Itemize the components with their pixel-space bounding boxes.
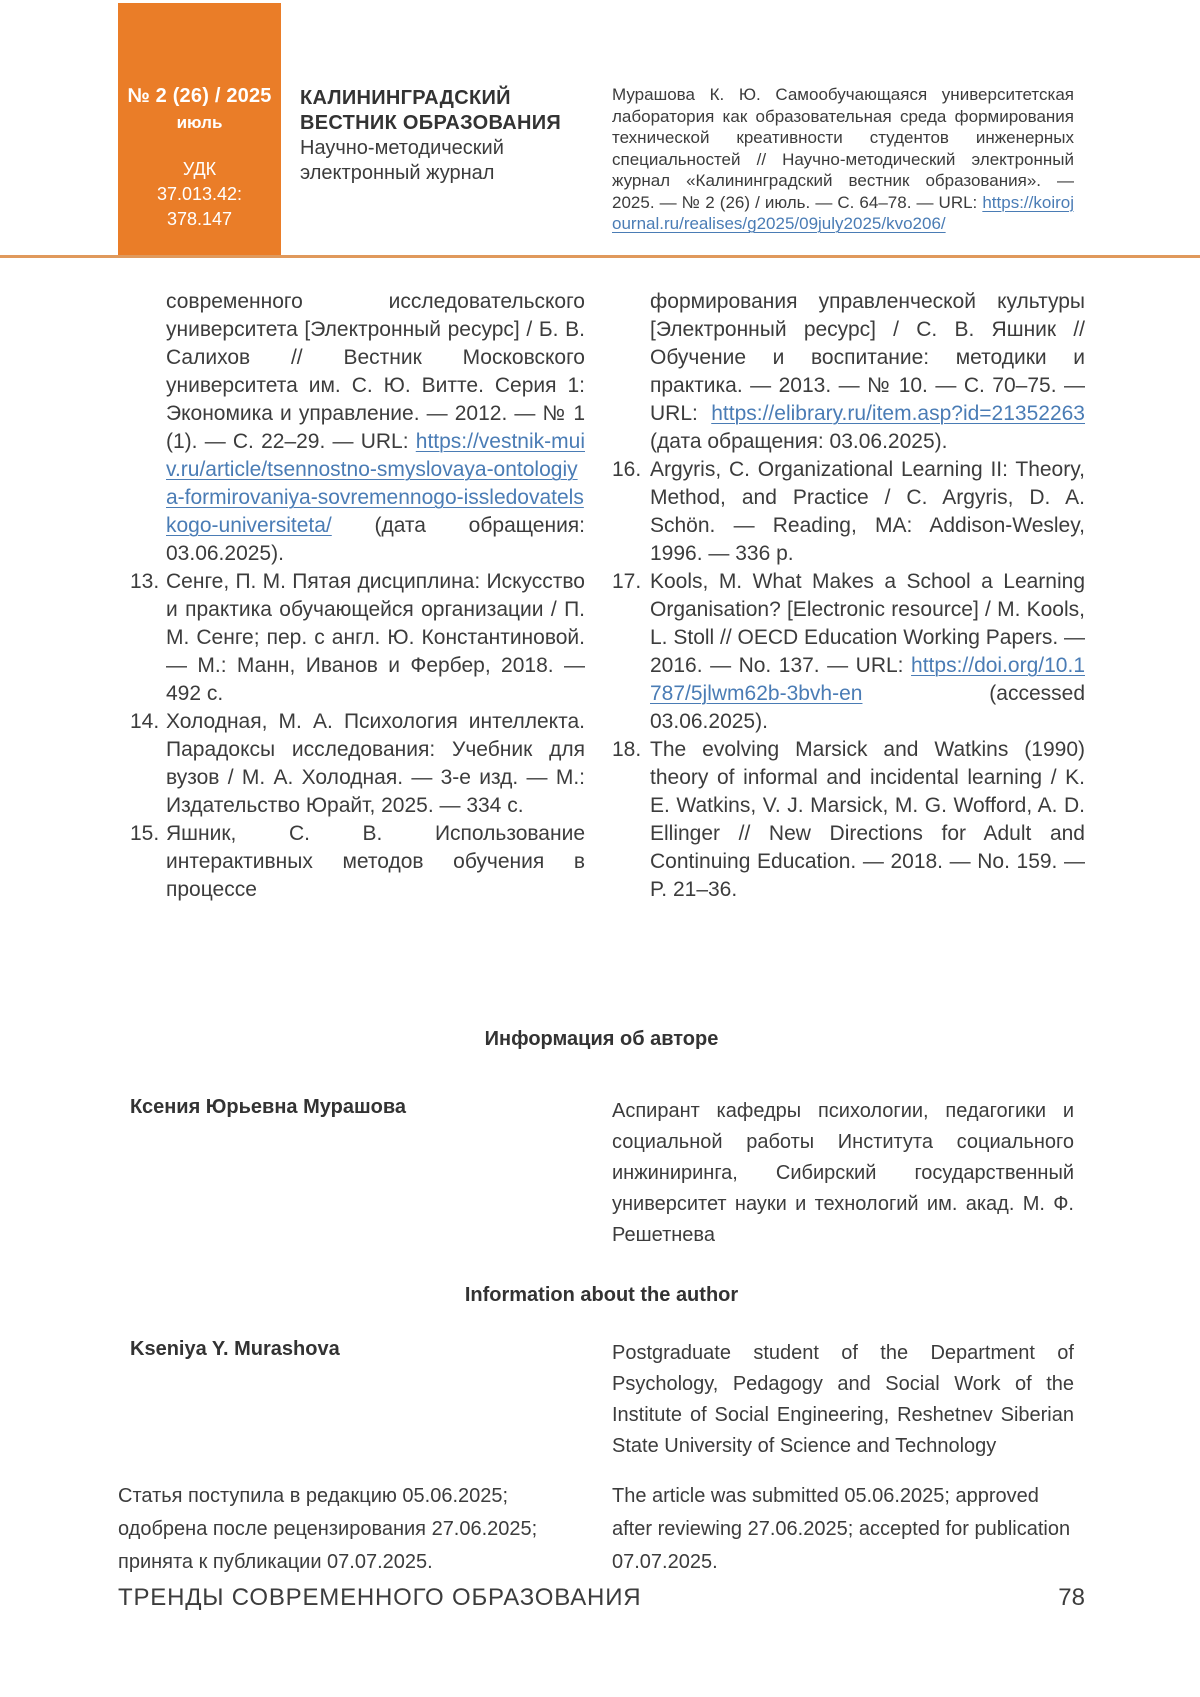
reference-text: Kools, M. What Makes a School a Learning Organisation? [Electronic resource] / M. Kools, L. Stoll // OECD Education Working Papers. — 2016. — No. 137. — URL: https://doi.org/10.1787/5jlwm62b-3bvh-en (accessed 03.06.2025).	[650, 570, 1085, 733]
reference-link[interactable]: https://vestnik-muiv.ru/article/tsennostno-smyslovaya-ontologiya-formirovaniya-sovremennogo-issledovatelskogo-universiteta/	[166, 430, 585, 537]
author-name-ru: Ксения Юрьевна Мурашова	[130, 1096, 407, 1118]
reference-item	[612, 568, 1085, 736]
reference-number: 15.	[130, 822, 160, 845]
reference-item	[130, 568, 585, 708]
reference-link[interactable]: https://elibrary.ru/item.asp?id=21352263	[711, 402, 1085, 425]
journal-title-line1: КАЛИНИНГРАДСКИЙ	[300, 87, 511, 109]
reference-item	[612, 736, 1085, 904]
section-title: ТРЕНДЫ СОВРЕМЕННОГО ОБРАЗОВАНИЯ	[118, 1584, 642, 1611]
reference-number: 14.	[130, 710, 160, 733]
author-info-heading-ru: Информация об авторе	[484, 1028, 719, 1050]
reference-number: 18.	[612, 738, 642, 761]
reference-number: 17.	[612, 570, 642, 593]
reference-text: Яшник, С. В. Использование интерактивных методов обучения в процессе	[166, 822, 585, 901]
reference-link[interactable]: https://doi.org/10.1787/5jlwm62b-3bvh-en	[650, 654, 1085, 705]
references-list-right	[612, 288, 1085, 904]
references-list-left	[130, 288, 585, 904]
author-description-en: Postgraduate student of the Department of Psychology, Pedagogy and Social Work of the Institute of Social Engineering, Reshetnev Siberian State University of Science and Technology	[612, 1342, 1074, 1457]
submission-dates-ru: Статья поступила в редакцию 05.06.2025; одобрена после рецензирования 27.06.2025; принята к публикации 07.07.2025.	[118, 1485, 538, 1573]
reference-item	[130, 820, 585, 904]
page-footer	[118, 1584, 1085, 1612]
udk-code-line1: 37.013.42:	[156, 184, 243, 204]
references-left-column	[130, 288, 585, 904]
reference-item	[612, 456, 1085, 568]
reference-text: формирования управленческой культуры [Электронный ресурс] / С. В. Яшник // Обучение и воспитание: методики и практика. — 2013. — № 10. — С. 70–75. — URL: https://elibrary.ru/item.asp?id=21352263 (дата обращения: 03.06.2025).	[650, 290, 1085, 453]
author-description-ru: Аспирант кафедры психологии, педагогики и социальной работы Института социального инжиниринга, Сибирский государственный университет науки и технологий им. акад. М. Ф. Решетнева	[612, 1100, 1074, 1246]
journal-subtitle-line2: электронный журнал	[300, 162, 495, 184]
issue-month: июль	[176, 113, 223, 132]
udk-label: УДК	[182, 159, 217, 179]
issue-badge	[118, 3, 281, 257]
article-citation	[612, 84, 1074, 235]
reference-item	[130, 708, 585, 820]
issue-number: № 2 (26) / 2025	[127, 85, 272, 107]
journal-subtitle-line1: Научно-методический	[300, 137, 504, 159]
references-right-column	[612, 288, 1085, 904]
reference-text: Холодная, М. А. Психология интеллекта. Парадоксы исследования: Учебник для вузов / М. А. Холодная. — 3-е изд. — М.: Издательство Юрайт, 2025. — 334 с.	[166, 710, 585, 817]
udk-code-line2: 378.147	[166, 209, 233, 229]
reference-number: 16.	[612, 458, 642, 481]
citation-url-link[interactable]: https://koirojournal.ru/realises/g2025/09july2025/kvo206/	[612, 192, 1074, 233]
reference-item	[612, 288, 1085, 456]
header-divider	[0, 255, 1200, 258]
reference-number: 13.	[130, 570, 160, 593]
submission-dates-en: The article was submitted 05.06.2025; approved after reviewing 27.06.2025; accepted for publication 07.07.2025.	[612, 1485, 1071, 1573]
citation-text: Мурашова К. Ю. Самообучающаяся университетская лаборатория как образовательная среда формирования технической креативности студентов инженерных специальностей // Научно-методический электронный журнал «Калининградский вестник образования». — 2025. — № 2 (26) / июль. — С. 64–78. — URL:	[612, 85, 1074, 212]
author-name-en: Kseniya Y. Murashova	[130, 1338, 340, 1360]
reference-text: Сенге, П. М. Пятая дисциплина: Искусство и практика обучающейся организации / П. М. Сенге; пер. с англ. Ю. Константиновой. — М.: Манн, Иванов и Фербер, 2018. — 492 с.	[166, 570, 585, 705]
reference-text: современного исследовательского университета [Электронный ресурс] / Б. В. Салихов // Вестник Московского университета им. С. Ю. Витте. Серия 1: Экономика и управление. — 2012. — № 1 (1). — С. 22–29. — URL: https://vestnik-muiv.ru/article/tsennostno-smyslovaya-ontologiya-formirovaniya-sovremennogo-issledovatelskogo-universiteta/ (дата обращения: 03.06.2025).	[166, 290, 585, 565]
page-number: 78	[1058, 1584, 1085, 1611]
journal-title-line2: ВЕСТНИК ОБРАЗОВАНИЯ	[300, 112, 562, 134]
journal-title-block	[300, 86, 561, 186]
author-info-heading-en: Information about the author	[464, 1284, 739, 1306]
reference-text: The evolving Marsick and Watkins (1990) theory of informal and incidental learning / K. E. Watkins, V. J. Marsick, M. G. Wofford, A. D. Ellinger // New Directions for Adult and Continuing Education. — 2018. — No. 159. — P. 21–36.	[650, 738, 1085, 901]
udk-block	[118, 157, 281, 232]
reference-text: Argyris, C. Organizational Learning II: Theory, Method, and Practice / C. Argyris, D. A. Schön. — Reading, MA: Addison-Wesley, 1996. — 336 p.	[650, 458, 1085, 565]
reference-item	[130, 288, 585, 568]
